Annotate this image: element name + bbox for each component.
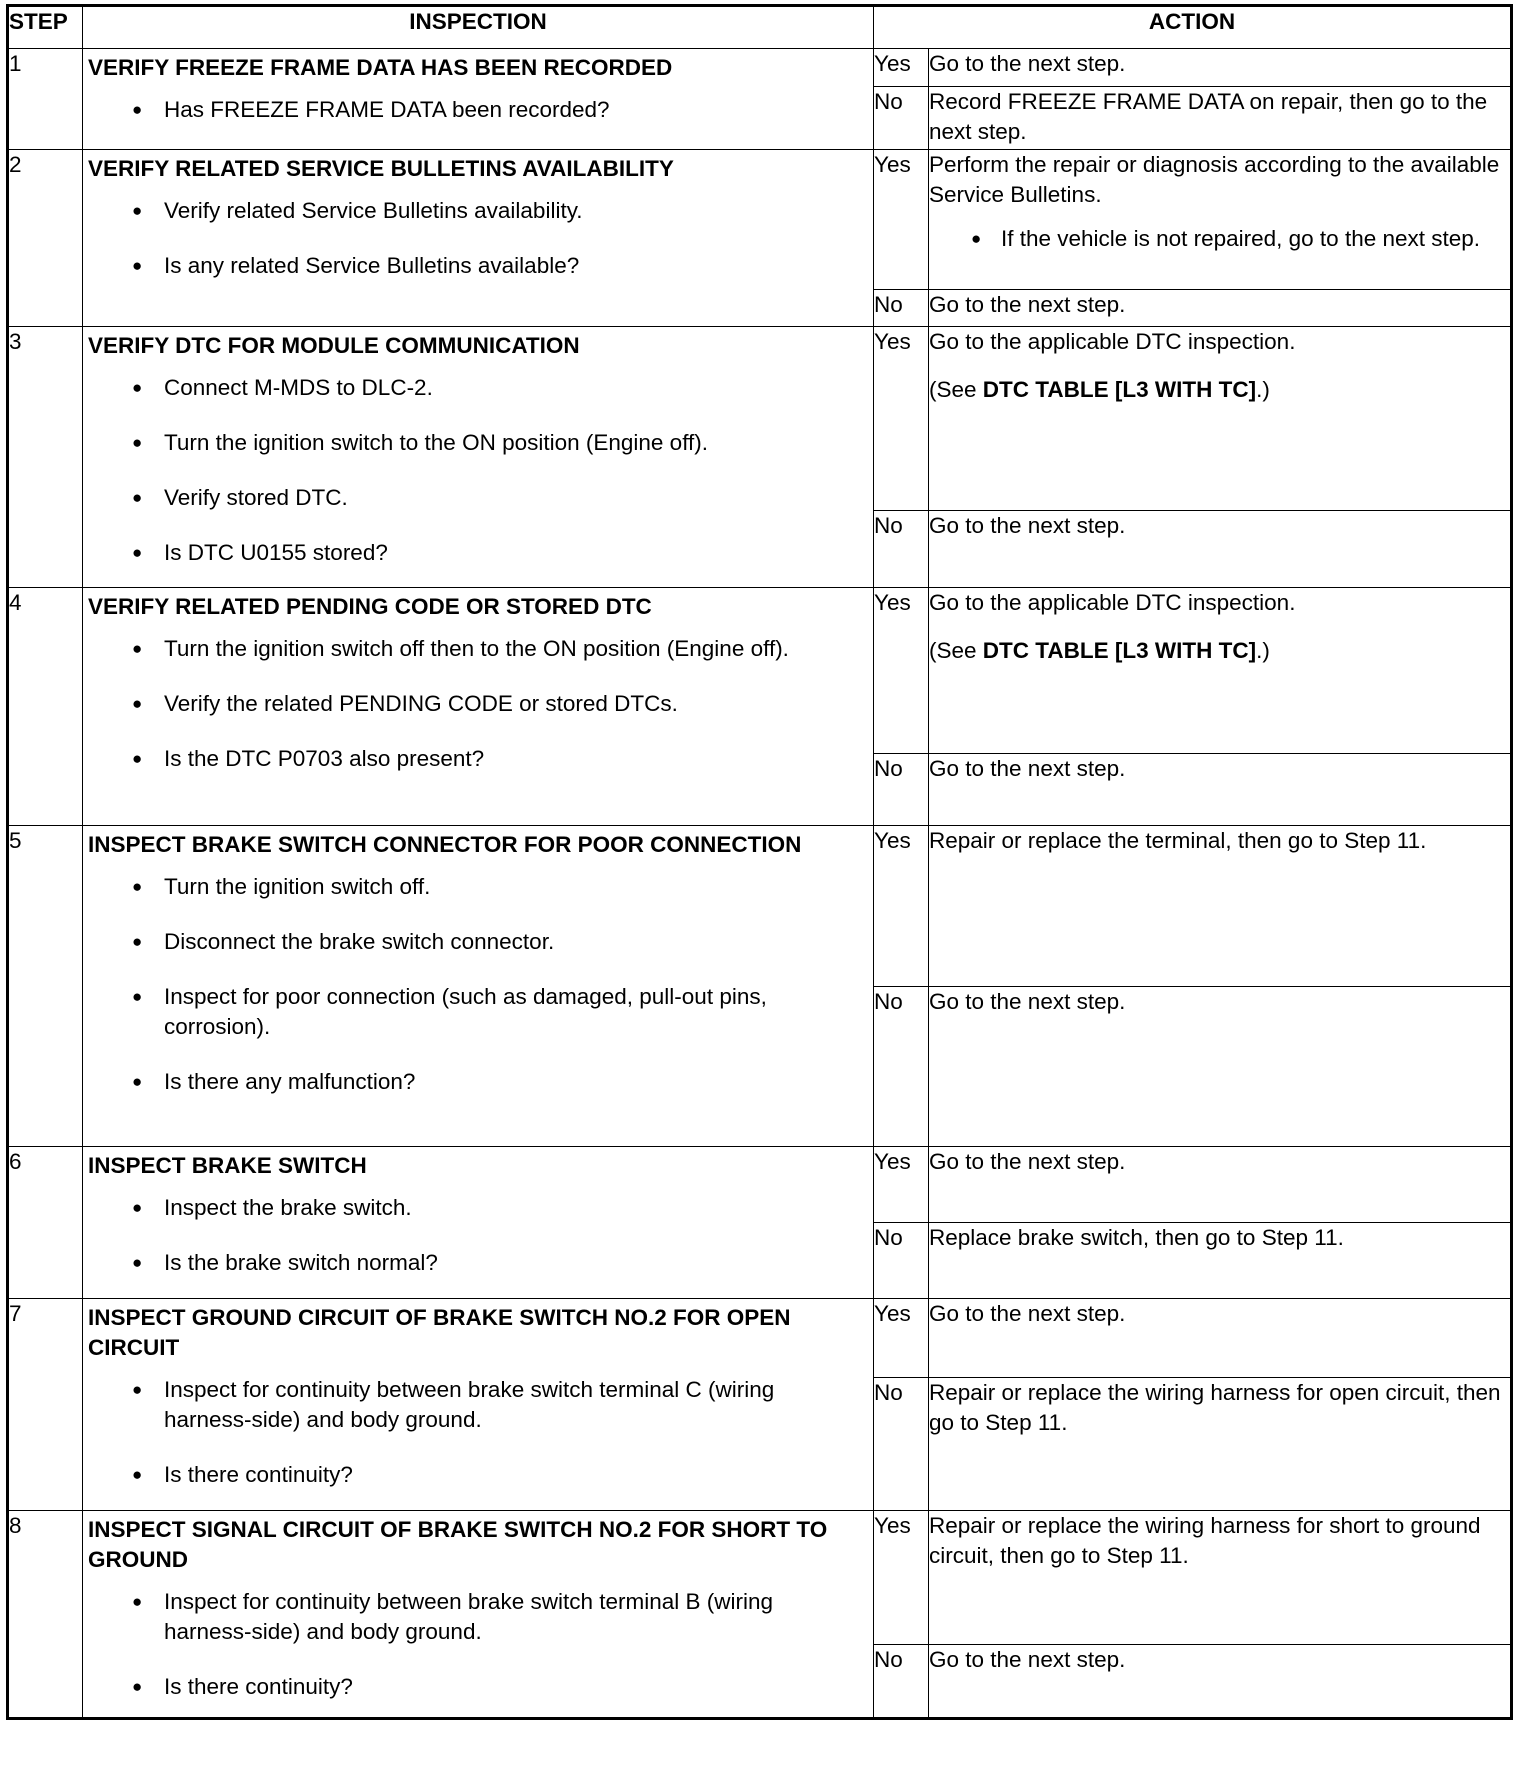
yes-label: Yes [874,826,929,987]
inspection-bullet: ● Turn the ignition switch to the ON position (Engine off). [132,428,859,458]
diagnostic-procedure-table [6,4,1513,1720]
yes-label: Yes [874,1299,929,1378]
no-label: No [874,754,929,826]
step-row-5-yes [8,826,1512,987]
step-number: 8 [8,1511,83,1719]
inspection-bullet: ● Turn the ignition switch off. [132,872,859,902]
inspection-cell [83,327,874,588]
no-action: Go to the next step. [929,1645,1512,1719]
yes-action: Perform the repair or diagnosis according to the available Service Bulletins. [929,152,1500,207]
inspection-bullet: ● Verify related Service Bulletins availability. [132,196,859,226]
inspection-bullet: ● Connect M-MDS to DLC-2. [132,373,859,403]
step-number: 6 [8,1147,83,1299]
inspection-title: VERIFY RELATED SERVICE BULLETINS AVAILABILITY [88,156,674,181]
inspection-cell [83,1147,874,1299]
step-row-8-yes [8,1511,1512,1645]
inspection-bullet: ● Disconnect the brake switch connector. [132,927,859,957]
inspection-title: INSPECT GROUND CIRCUIT OF BRAKE SWITCH NO.2 FOR OPEN CIRCUIT [88,1305,791,1360]
inspection-title: INSPECT SIGNAL CIRCUIT OF BRAKE SWITCH NO.2 FOR SHORT TO GROUND [88,1517,828,1572]
inspection-bullet: ● Inspect for continuity between brake switch terminal B (wiring harness-side) and body ground. [132,1587,859,1647]
no-label: No [874,1645,929,1719]
no-action: Go to the next step. [929,511,1512,588]
no-action: Repair or replace the wiring harness for open circuit, then go to Step 11. [929,1378,1512,1511]
no-action: Go to the next step. [929,290,1512,327]
yes-action-cell [929,588,1512,754]
yes-action: Go to the next step. [929,1147,1512,1223]
inspection-cell [83,1511,874,1719]
no-label: No [874,290,929,327]
inspection-bullet: ● Verify the related PENDING CODE or stored DTCs. [132,689,859,719]
reference-prefix: (See [929,377,983,402]
inspection-bullet: ● Is the brake switch normal? [132,1248,859,1278]
step-number: 5 [8,826,83,1147]
inspection-cell [83,1299,874,1511]
inspection-cell [83,150,874,327]
dtc-table-link[interactable]: DTC TABLE [L3 WITH TC] [982,638,1257,663]
inspection-bullet: ● Inspect for continuity between brake switch terminal C (wiring harness-side) and body ground. [132,1375,859,1435]
dtc-table-link[interactable]: DTC TABLE [L3 WITH TC] [982,377,1257,402]
step-row-7-yes [8,1299,1512,1378]
yes-action: Go to the applicable DTC inspection. [929,590,1296,615]
inspection-bullet: ● Is there continuity? [132,1672,859,1702]
no-label: No [874,987,929,1147]
inspection-bullet: ● Inspect the brake switch. [132,1193,859,1223]
reference-suffix: .) [1256,377,1270,402]
dtc-table-reference [929,375,1510,405]
inspection-bullet: ● Inspect for poor connection (such as damaged, pull-out pins, corrosion). [132,982,859,1042]
header-inspection: INSPECTION [83,6,874,49]
reference-prefix: (See [929,638,983,663]
yes-label: Yes [874,327,929,511]
yes-action: Repair or replace the wiring harness for short to ground circuit, then go to Step 11. [929,1511,1512,1645]
no-action: Replace brake switch, then go to Step 11. [929,1223,1512,1299]
header-row [8,6,1512,49]
yes-action: Go to the applicable DTC inspection. [929,329,1296,354]
header-step: STEP [8,6,83,49]
inspection-bullet: ● Is there any malfunction? [132,1067,859,1097]
yes-action-subbullet: ● If the vehicle is not repaired, go to the next step. [971,224,1510,254]
yes-label: Yes [874,49,929,87]
header-action: ACTION [874,6,1512,49]
step-number: 2 [8,150,83,327]
step-number: 1 [8,49,83,150]
inspection-bullet: ● Has FREEZE FRAME DATA been recorded? [132,95,859,125]
inspection-cell [83,588,874,826]
step-row-4-yes [8,588,1512,754]
yes-action: Go to the next step. [929,1299,1512,1378]
inspection-bullet: ● Turn the ignition switch off then to the ON position (Engine off). [132,634,859,664]
yes-action: Go to the next step. [929,49,1512,87]
inspection-bullet: ● Is the DTC P0703 also present? [132,744,859,774]
inspection-title: VERIFY FREEZE FRAME DATA HAS BEEN RECORDED [88,55,673,80]
yes-label: Yes [874,588,929,754]
no-label: No [874,87,929,150]
inspection-title: INSPECT BRAKE SWITCH CONNECTOR FOR POOR CONNECTION [88,832,802,857]
yes-label: Yes [874,1147,929,1223]
yes-label: Yes [874,150,929,290]
step-row-2-yes [8,150,1512,290]
step-row-6-yes [8,1147,1512,1223]
no-label: No [874,511,929,588]
inspection-title: VERIFY DTC FOR MODULE COMMUNICATION [88,333,580,358]
no-label: No [874,1378,929,1511]
inspection-bullet: ● Is DTC U0155 stored? [132,538,859,568]
inspection-cell [83,826,874,1147]
inspection-bullet: ● Is any related Service Bulletins available? [132,251,859,281]
yes-label: Yes [874,1511,929,1645]
yes-action-cell [929,150,1512,290]
reference-suffix: .) [1256,638,1270,663]
step-number: 3 [8,327,83,588]
inspection-bullet: ● Is there continuity? [132,1460,859,1490]
no-label: No [874,1223,929,1299]
yes-action: Repair or replace the terminal, then go to Step 11. [929,826,1512,987]
inspection-title: INSPECT BRAKE SWITCH [88,1153,367,1178]
inspection-bullet: ● Verify stored DTC. [132,483,859,513]
step-row-3-yes [8,327,1512,511]
step-number: 7 [8,1299,83,1511]
step-row-1-yes [8,49,1512,87]
dtc-table-reference [929,636,1510,666]
step-number: 4 [8,588,83,826]
no-action: Record FREEZE FRAME DATA on repair, then go to the next step. [929,87,1512,150]
no-action: Go to the next step. [929,754,1512,826]
no-action: Go to the next step. [929,987,1512,1147]
inspection-cell [83,49,874,150]
yes-action-cell [929,327,1512,511]
inspection-title: VERIFY RELATED PENDING CODE OR STORED DTC [88,594,652,619]
